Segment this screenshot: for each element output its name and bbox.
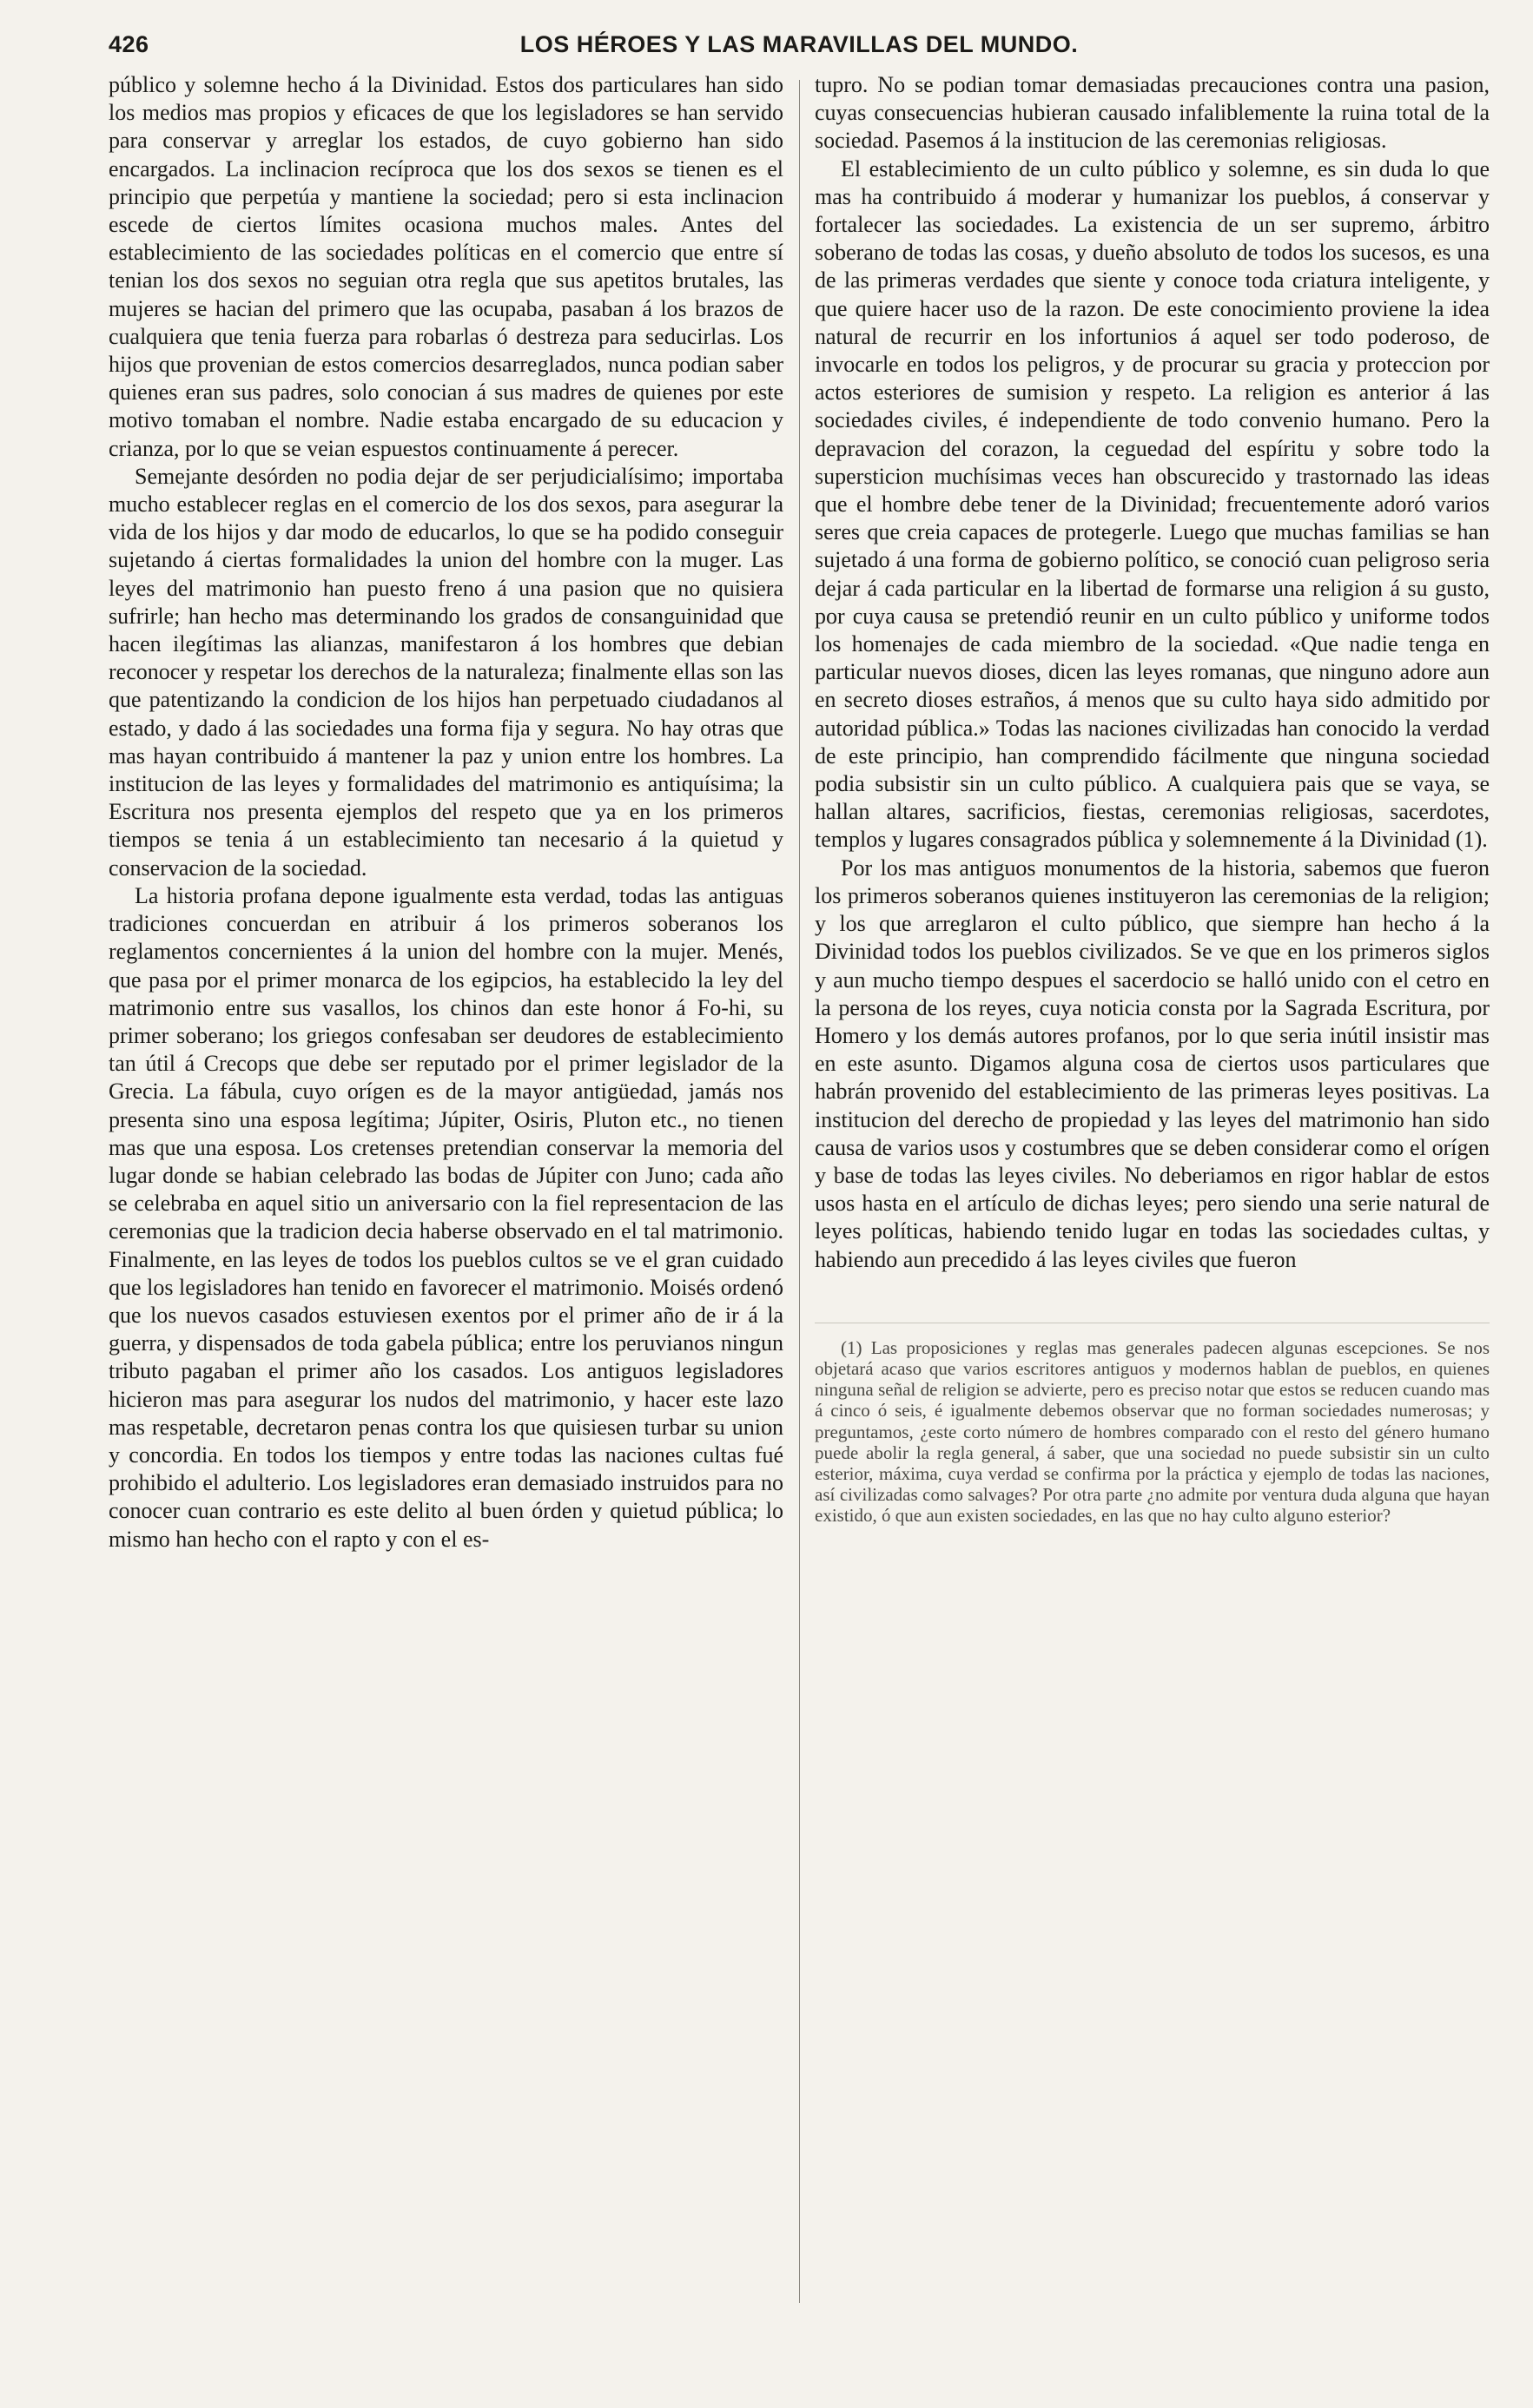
book-page xyxy=(109,26,1490,2371)
paragraph: Por los mas antiguos monumentos de la historia, sabemos que fueron los primeros soberanos quienes instituyeron las ceremonias de la religion; y los que arreglaron el culto público, que siempre han hecho á la Divinidad todos los pueblos civilizados. Se ve que en los primeros siglos y aun mucho tiempo despues el sacerdocio se halló unido con el cetro en la persona de los reyes, cuya noticia consta por la Sagrada Escritura, por Homero y los demás autores profanos, por lo que seria inútil insistir mas en este asunto. Digamos alguna cosa de ciertos usos particulares que habrán provenido del establecimiento de las primeras leyes positivas. La institucion del derecho de propiedad y las leyes del matrimonio han sido causa de varios usos y costumbres que se deben considerar como el orígen y base de todas las leyes civiles. No deberiamos en rigor hablar de estos usos hasta en el artículo de dichas leyes; pero siendo una serie natural de leyes políticas, habiendo tenido lugar en todas las sociedades cultas, y habiendo aun precedido á las leyes civiles que fueron xyxy=(815,854,1490,1272)
paragraph: tupro. No se podian tomar demasiadas precauciones contra una pasion, cuyas consecuencias hubieran causado infaliblemente la ruina total de la sociedad. Pasemos á la institucion de las ceremonias religiosas. xyxy=(815,72,1490,154)
paragraph: El establecimiento de un culto público y solemne, es sin duda lo que mas ha contribuido á moderar y humanizar los pueblos, á conservar y fortalecer las sociedades. La existencia de un ser supremo, árbitro soberano de todas las cosas, y dueño absoluto de todos los sucesos, es una de las primeras verdades que siente y conoce toda criatura inteligente, y que quiere hacer uso de la razon. De este conocimiento proviene la idea natural de recurrir en los infortunios á aquel ser todo poderoso, de invocarle en todos los peligros, y de procurar su gracia y proteccion por actos esteriores de sumision y respeto. La religion es anterior á las sociedades civiles, é independiente de todo convenio humano. Pero la depravacion del corazon, la ceguedad del espíritu y sobre todo la supersticion muchísimas veces han obscurecido y trastornado las ideas que el hombre debe tener de la Divinidad; frecuentemente adoró varios seres que creia capaces de protegerle. Luego que muchas familias se han sujetado á una forma de gobierno político, se conoció cuan peligroso seria dejar á cada particular en la libertad de formarse una religion á su gusto, por cuya causa se pretendió reunir en un culto público y uniforme todos los homenajes de cada miembro de la sociedad. «Que nadie tenga en particular nuevos dioses, dicen las leyes romanas, que ninguno adore aun en secreto dioses estraños, á menos que su culto haya sido admitido por autoridad pública.» Todas las naciones civilizadas han conocido la verdad de este principio, han comprendido fácilmente que ninguna sociedad podia subsistir sin un culto público. A cualquiera pais que se vaya, se hallan altares, sacrificios, fiestas, ceremonias religiosas, sacerdotes, templos y lugares consagrados pública y solemnemente á la Divinidad (1). xyxy=(815,155,1490,853)
text-columns xyxy=(109,71,1490,2364)
page-number: 426 xyxy=(109,31,149,57)
paragraph: La historia profana depone igualmente esta verdad, todas las antiguas tradiciones concuerdan en atribuir á los primeros soberanos los reglamentos concernientes á la union del hombre con la mujer. Menés, que pasa por el primer monarca de los egipcios, ha establecido la ley del matrimonio entre sus vasallos, los chinos dan este honor á Fo-hi, su primer soberano; los griegos confesaban ser deudores de establecimiento tan útil á Crecops que debe ser reputado por el primer legislador de la Grecia. La fábula, cuyo orígen es de la mayor antigüedad, jamás nos presenta sino una esposa legítima; Júpiter, Osiris, Pluton etc., no tienen mas que una esposa. Los cretenses pretendian conservar la memoria del lugar donde se habian celebrado las bodas de Júpiter con Juno; cada año se celebraba en aquel sitio un aniversario con la fiel representacion de las ceremonias que la tradicion decia haberse observado en el tal matrimonio. Finalmente, en las leyes de todos los pueblos cultos se ve el gran cuidado que los legisladores han tenido en favorecer el matrimonio. Moisés ordenó que los nuevos casados estuviesen exentos por el primer año de ir á la guerra, y dispensados de toda gabela pública; entre los peruvianos ningun tributo pagaban el primer año los casados. Los antiguos legisladores hicieron mas para asegurar los nudos del matrimonio, y hacer este lazo mas respetable, decretaron penas contra los que quisiesen turbar su union y concordia. En todos los tiempos y entre todas las naciones cultas fué prohibido el adulterio. Los legisladores eran demasiado instruidos para no conocer cuan contrario es este delito al buen órden y quietud pública; lo mismo han hecho con el rapto y con el es- xyxy=(109,882,783,1552)
running-header xyxy=(109,26,1490,75)
paragraph: público y solemne hecho á la Divinidad. Estos dos particulares han sido los medios mas propios y eficaces de que los legisladores se han servido para conservar y arreglar los estados, de cuyo gobierno han sido encargados. La inclinacion recíproca que los dos sexos se tienen es el principio que perpetúa y mantiene la sociedad; pero si esta inclinacion escede de ciertos límites ocasiona muchos males. Antes del establecimiento de las sociedades políticas en el comercio que entre sí tenian los dos sexos no seguian otra regla que sus apetitos brutales, las mujeres se hacian del primero que las ocupaba, pasaban á los brazos de cualquiera que tenia fuerza para robarlas ó destreza para seducirlas. Los hijos que provenian de estos comercios desarreglados, nunca podian saber quienes eran sus padres, solo conocian á sus madres de quienes por este motivo tomaban el nombre. Nadie estaba encargado de su educacion y crianza, por lo que se veian espuestos continuamente á perecer. xyxy=(109,72,783,461)
left-column xyxy=(109,71,783,1554)
footnote: (1) Las proposiciones y reglas mas generales padecen algunas escepciones. Se nos objetará acaso que varios escritores antiguos y modernos hablan de pueblos, en quienes ninguna señal de religion se advierte, pero es preciso notar que estos se reducen cuando mas á cinco ó seis, é igualmente debemos observar que no forman sociedades numerosas; y preguntamos, ¿este corto número de hombres comparado con el resto del género humano puede abolir la regla general, á saber, que una sociedad no puede subsistir sin un culto esterior, máxima, cuya verdad se confirma por la práctica y ejemplo de todas las naciones, así civilizadas como salvages? Por otra parte ¿no admite por ventura duda alguna que hayan existido, ó que aun existen sociedades, en las que no hay culto alguno esterior? xyxy=(815,1336,1490,1527)
right-column xyxy=(815,71,1490,1527)
running-title: LOS HÉROES Y LAS MARAVILLAS DEL MUNDO. xyxy=(519,31,1079,57)
column-divider xyxy=(799,80,800,2303)
paragraph: Semejante desórden no podia dejar de ser perjudicialísimo; importaba mucho establecer reglas en el comercio de los dos sexos, para asegurar la vida de los hijos y dar modo de educarlos, lo que se ha podido conseguir sujetando á ciertas formalidades la union del hombre con la muger. Las leyes del matrimonio han puesto freno á una pasion que no quisiera sufrirle; han hecho mas determinando los grados de consanguinidad que hacen ilegítimas las alianzas, manifestaron á los hombres que debian reconocer y respetar los derechos de la naturaleza; finalmente ellas son las que patentizando la condicion de los hijos han perpetuado ciudadanos al estado, y dado á las sociedades una forma fija y segura. No hay otras que mas hayan contribuido á mantener la paz y union entre los hombres. La institucion de las leyes y formalidades del matrimonio es antiquísima; la Escritura nos presenta ejemplos del respeto que ya en los primeros tiempos se tenia á un establecimiento tan necesario á la quietud y conservacion de la sociedad. xyxy=(109,463,783,881)
